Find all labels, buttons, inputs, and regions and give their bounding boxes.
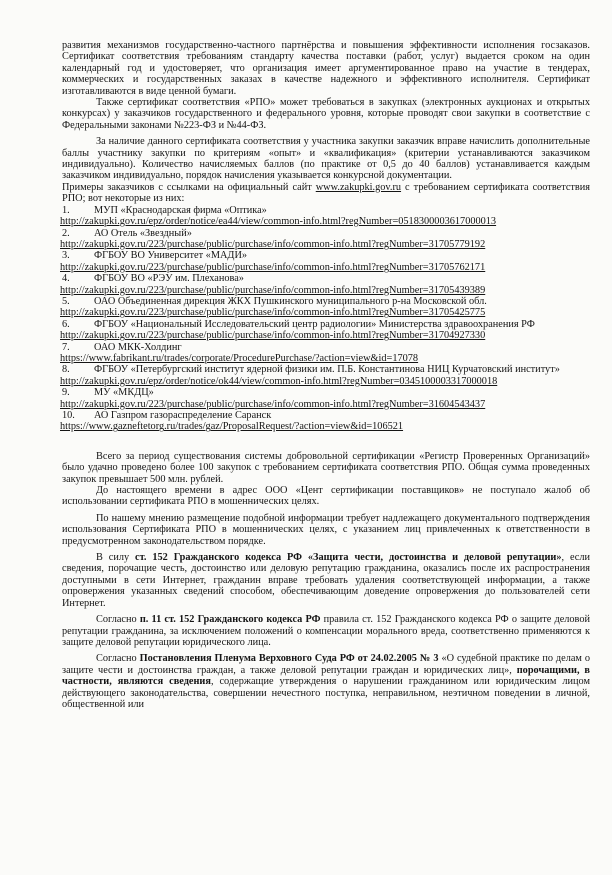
customer-name: 8. ФГБОУ «Петербургский институт ядерной физики им. П.Б. Константинова НИЦ Курчатовский институт» [62, 364, 560, 376]
procurement-link[interactable]: http://zakupki.gov.ru/223/purchase/public/purchase/info/common-info.html?regNumber=31604543437 [60, 398, 486, 410]
customer-name: 6. ФГБОУ «Национальный Исследовательский центр радиологии» Министерства здравоохранения РФ [62, 318, 535, 330]
customer-name: 10. АО Газпром газораспределение Саранск [62, 410, 272, 421]
list-item [62, 342, 590, 365]
list-item [62, 273, 590, 296]
procurement-link[interactable]: http://zakupki.gov.ru/223/purchase/public/purchase/info/common-info.html?regNumber=31705425775 [60, 307, 486, 319]
paragraph-no-complaints: До настоящего времени в адрес ООО «Цент сертификации поставщиков» не поступало жалоб об использовании сертификата РПО в мошеннических целях. [62, 485, 590, 508]
procurement-link[interactable]: http://zakupki.gov.ru/epz/order/notice/ea44/view/common-info.html?regNumber=0518300003617000013 [60, 216, 497, 228]
paragraph-rpo-procurement: Также сертификат соответствия «РПО» может требоваться в закупках (электронных аукционах и открытых конкурсах) у заказчиков государственного и федерального уровня, которые проводят свои закупки в соответствие с Федеральными законами №223-ФЗ и №44-ФЗ. [62, 97, 590, 131]
procurement-link[interactable]: https://www.gazneftetorg.ru/trades/gaz/ProposalRequest/?action=view&id=106521 [60, 421, 404, 433]
procurement-link[interactable]: http://zakupki.gov.ru/223/purchase/public/purchase/info/common-info.html?regNumber=31705762171 [60, 261, 486, 273]
customer-name: 3. ФГБОУ ВО Университет «МАДИ» [62, 250, 248, 262]
paragraph-plenum-resolution: Согласно Постановления Пленума Верховного Суда РФ от 24.02.2005 № 3 «О судебной практике по делам о защите чести и достоинства граждан, а также деловой репутации граждан и юридических лиц», порочащими, в частности, являются сведения, содержащие утверждения о нарушении гражданином или юридическим лицом действующего законодательства, совершении нечестного поступка, неправильном, неэтичном поведении в личной, общественной или [62, 653, 590, 710]
list-item [62, 387, 590, 410]
list-item [62, 364, 590, 387]
procurement-link[interactable]: http://zakupki.gov.ru/223/purchase/public/purchase/info/common-info.html?regNumber=31704927330 [60, 330, 486, 342]
list-item [62, 250, 590, 273]
paragraph-article-152-11: Согласно п. 11 ст. 152 Гражданского кодекса РФ правила ст. 152 Гражданского кодекса РФ о защите деловой репутации гражданина, за исключением положений о компенсации морального вреда, соответственно применяются к защите деловой репутации юридического лица. [62, 614, 591, 648]
paragraph-additional-points: За наличие данного сертификата соответствия у участника закупки заказчик вправе начислить дополнительные баллы участнику закупки по критериям «опыт» и «квалификация» (критерии устанавливаются заказчиком индивидуально). Количество начисляемых баллов (по практике от 0,5 до 40 баллов) устанавливается каждым заказчиком индивидуально, порядок начисления указывается конкурсной документации. [62, 136, 590, 182]
list-item [62, 228, 590, 251]
paragraph-intro: развития механизмов государственно-частного партнёрства и повышения эффективности исполнения госзаказов. Сертификат соответствия требованиям стандарту качества поставки (работ, услуг) выдается сроком на один календарный год и удостоверяет, что организация имеет аргументированное право на участие в тендерах, коммерческих и государственных заказах в качестве надежного и эффективного исполнителя. Сертификат изготавливаются в виде ценной бумаги. [62, 40, 590, 97]
procurement-link[interactable]: https://www.fabrikant.ru/trades/corporate/ProcedurePurchase/?action=view&id=17078 [60, 352, 419, 364]
customer-name: 2. АО Отель «Звездный» [62, 227, 192, 239]
zakupki-site-link[interactable]: www.zakupki.gov.ru [315, 181, 402, 193]
paragraph-article-152: В силу ст. 152 Гражданского кодекса РФ «Защита чести, достоинства и деловой репутации», если сведения, порочащие честь, достоинство или деловую репутацию гражданина, оказались после их распространения доступными в сети Интернет, гражданин вправе требовать удаления соответствующей информации, а также опровержения указанных сведений способом, обеспечивающим доведение опровержения до пользователей сети Интернет. [62, 552, 590, 609]
paragraph-examples-intro: Примеры заказчиков с ссылками на официальный сайт www.zakupki.gov.ru с требованием сертификата соответствия РПО; вот некоторые из них: [62, 181, 590, 205]
list-item [62, 319, 590, 342]
paragraph-opinion: По нашему мнению размещение подобной информации требует надлежащего документального подтверждения использования Сертификата РПО в мошеннических целях, с указанием лиц привлеченных к ответственности в предусмотренном законодательством порядке. [62, 512, 590, 547]
list-item [62, 410, 590, 433]
procurement-link[interactable]: http://zakupki.gov.ru/epz/order/notice/ok44/view/common-info.html?regNumber=0345100003317000018 [60, 375, 498, 387]
paragraph-procurement-stats: Всего за период существования системы добровольной сертификации «Регистр Проверенных Организаций» было удачно проведено более 100 закупок с требованием сертификата соответствия РПО. Общая сумма проведенных закупок превышает 500 млн. рублей. [62, 450, 590, 485]
list-item [62, 296, 590, 319]
procurement-link[interactable]: http://zakupki.gov.ru/223/purchase/public/purchase/info/common-info.html?regNumber=31705779192 [60, 238, 486, 250]
customer-name: 7. ОАО МКК-Холдинг [62, 341, 182, 353]
customer-name: 9. МУ «МКДЦ» [62, 387, 154, 399]
list-item [62, 205, 590, 228]
customer-name: 5. ОАО Объединенная дирекция ЖКХ Пушкинского муниципального р-на Московской обл. [62, 295, 487, 307]
procurement-link[interactable]: http://zakupki.gov.ru/223/purchase/public/purchase/info/common-info.html?regNumber=31705439389 [60, 284, 486, 296]
document-body [62, 40, 590, 710]
customer-name: 1. МУП «Краснодарская фирма «Оптика» [62, 204, 267, 216]
customer-name: 4. ФГБОУ ВО «РЭУ им. Плеханова» [62, 273, 244, 285]
customer-examples-list [62, 205, 590, 433]
